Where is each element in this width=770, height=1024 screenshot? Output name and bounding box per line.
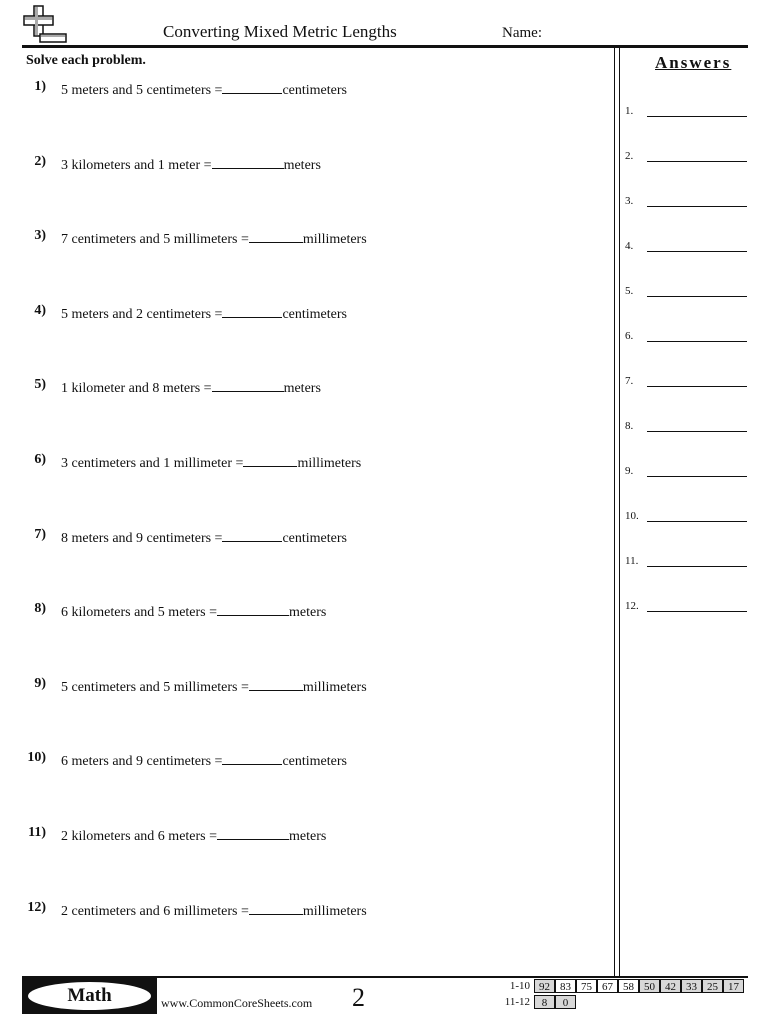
unit-label: centimeters bbox=[282, 754, 347, 770]
problem-number: 6) bbox=[34, 452, 46, 467]
math-badge bbox=[22, 978, 157, 1014]
unit-label: centimeters bbox=[282, 83, 347, 98]
answer-row bbox=[625, 328, 750, 348]
problem-number: 11) bbox=[28, 825, 46, 840]
problem-number: 4) bbox=[34, 302, 46, 318]
problem-prompt: 3 kilometers and 1 meter = bbox=[61, 157, 212, 173]
answer-number: 3. bbox=[625, 195, 634, 207]
score-cell: 50 bbox=[639, 979, 660, 993]
score-cell: 92 bbox=[534, 979, 555, 993]
answer-row bbox=[625, 598, 750, 618]
answer-blank[interactable] bbox=[249, 676, 303, 691]
problem-prompt: 2 kilometers and 6 meters = bbox=[61, 829, 218, 844]
answer-row bbox=[625, 508, 750, 528]
score-cell: 17 bbox=[723, 979, 744, 993]
header-divider bbox=[22, 45, 748, 48]
answer-line[interactable] bbox=[647, 566, 747, 567]
score-row-label: 1-10 bbox=[509, 980, 530, 992]
website-text: www.CommonCoreSheets.com bbox=[161, 996, 313, 1010]
answer-blank[interactable] bbox=[217, 825, 289, 840]
answer-number: 8. bbox=[625, 420, 634, 432]
answer-number: 6. bbox=[625, 330, 634, 342]
problem-prompt: 2 centimeters and 6 millimeters = bbox=[61, 903, 249, 919]
answers-heading: Answers bbox=[655, 53, 732, 72]
answer-line[interactable] bbox=[647, 161, 747, 162]
score-cell: 0 bbox=[555, 995, 576, 1009]
answer-number: 7. bbox=[625, 375, 634, 387]
math-badge-label: Math bbox=[28, 982, 151, 1010]
problem-prompt: 6 kilometers and 5 meters = bbox=[61, 605, 218, 621]
answer-number: 11. bbox=[625, 555, 639, 567]
problem-item bbox=[0, 601, 610, 625]
unit-label: meters bbox=[283, 381, 321, 397]
score-row-label: 11-12 bbox=[504, 996, 530, 1008]
instructions: Solve each problem. bbox=[26, 53, 146, 68]
answer-number: 12. bbox=[625, 600, 639, 612]
problem-item bbox=[0, 79, 610, 103]
unit-label: millimeters bbox=[302, 679, 367, 695]
answer-number: 4. bbox=[625, 240, 634, 252]
problem-number: 5) bbox=[34, 377, 46, 393]
answer-blank[interactable] bbox=[222, 303, 282, 318]
problem-text bbox=[61, 228, 367, 248]
unit-label: meters bbox=[289, 829, 327, 844]
problem-number: 12) bbox=[27, 899, 46, 915]
answer-blank[interactable] bbox=[212, 154, 284, 169]
problem-text bbox=[61, 303, 347, 323]
problem-number: 9) bbox=[34, 675, 46, 691]
answer-line[interactable] bbox=[647, 251, 747, 252]
problem-number: 1) bbox=[34, 79, 46, 94]
answer-line[interactable] bbox=[647, 296, 747, 297]
score-cell: 58 bbox=[618, 979, 639, 993]
answer-line[interactable] bbox=[647, 386, 747, 387]
answer-blank[interactable] bbox=[222, 750, 282, 765]
answer-number: 2. bbox=[625, 150, 634, 162]
unit-label: meters bbox=[283, 157, 321, 173]
answer-blank[interactable] bbox=[243, 452, 297, 467]
unit-label: centimeters bbox=[282, 306, 347, 322]
problem-prompt: 5 meters and 5 centimeters = bbox=[61, 83, 223, 98]
answer-blank[interactable] bbox=[222, 527, 282, 542]
answer-blank[interactable] bbox=[249, 228, 303, 243]
score-cell: 75 bbox=[576, 979, 597, 993]
answer-line[interactable] bbox=[647, 116, 747, 117]
problem-text bbox=[61, 750, 347, 770]
problem-item bbox=[0, 377, 610, 401]
answer-column-divider bbox=[614, 48, 615, 976]
problem-item bbox=[0, 825, 610, 849]
answer-line[interactable] bbox=[647, 341, 747, 342]
problem-prompt: 7 centimeters and 5 millimeters = bbox=[61, 232, 249, 248]
problem-prompt: 3 centimeters and 1 millimeter = bbox=[61, 456, 244, 471]
answer-line[interactable] bbox=[647, 431, 747, 432]
problem-text bbox=[61, 527, 347, 547]
answer-row bbox=[625, 553, 750, 573]
problem-text bbox=[61, 452, 361, 472]
answer-number: 1. bbox=[625, 105, 634, 117]
answer-row bbox=[625, 193, 750, 213]
answer-row bbox=[625, 238, 750, 258]
answer-blank[interactable] bbox=[212, 377, 284, 392]
problem-text bbox=[61, 676, 367, 696]
answer-number: 9. bbox=[625, 465, 634, 477]
problem-item bbox=[0, 676, 610, 700]
unit-label: millimeters bbox=[302, 232, 367, 248]
problem-item bbox=[0, 154, 610, 178]
problem-text bbox=[61, 377, 321, 397]
answer-column-divider bbox=[619, 48, 620, 976]
problem-number: 10) bbox=[27, 750, 46, 766]
answer-line[interactable] bbox=[647, 206, 747, 207]
answer-number: 10. bbox=[625, 510, 639, 522]
problem-text bbox=[61, 900, 367, 920]
problem-text bbox=[61, 601, 326, 621]
problem-number: 8) bbox=[34, 601, 46, 617]
unit-label: meters bbox=[289, 605, 327, 621]
problem-text bbox=[61, 825, 326, 845]
score-cell: 83 bbox=[555, 979, 576, 993]
answer-number: 5. bbox=[625, 285, 634, 297]
problem-prompt: 6 meters and 9 centimeters = bbox=[61, 754, 223, 770]
page-title: Converting Mixed Metric Lengths bbox=[163, 22, 397, 41]
unit-label: millimeters bbox=[297, 456, 362, 471]
problem-item bbox=[0, 452, 610, 476]
answer-blank[interactable] bbox=[222, 79, 282, 94]
answer-row bbox=[625, 283, 750, 303]
problem-item bbox=[0, 900, 610, 924]
problem-prompt: 8 meters and 9 centimeters = bbox=[61, 530, 223, 546]
unit-label: millimeters bbox=[302, 903, 367, 919]
problem-text bbox=[61, 154, 321, 174]
problem-number: 2) bbox=[34, 153, 46, 169]
unit-label: centimeters bbox=[282, 530, 347, 546]
answer-row bbox=[625, 463, 750, 483]
score-cell: 25 bbox=[702, 979, 723, 993]
problem-item bbox=[0, 750, 610, 774]
problem-text bbox=[61, 79, 347, 99]
problem-number: 3) bbox=[34, 228, 46, 244]
answer-line[interactable] bbox=[647, 476, 747, 477]
answer-row bbox=[625, 103, 750, 123]
problem-number: 7) bbox=[34, 526, 46, 542]
problem-item bbox=[0, 228, 610, 252]
answer-blank[interactable] bbox=[217, 601, 289, 616]
answer-row bbox=[625, 373, 750, 393]
answer-blank[interactable] bbox=[249, 900, 303, 915]
problem-prompt: 5 meters and 2 centimeters = bbox=[61, 306, 223, 322]
name-label: Name: bbox=[502, 25, 542, 41]
plus-minus-logo-icon bbox=[22, 4, 68, 48]
score-cell: 67 bbox=[597, 979, 618, 993]
answer-line[interactable] bbox=[647, 521, 747, 522]
page-number: 2 bbox=[352, 983, 365, 1012]
score-cell: 42 bbox=[660, 979, 681, 993]
score-cell: 8 bbox=[534, 995, 555, 1009]
answer-row bbox=[625, 418, 750, 438]
problem-prompt: 5 centimeters and 5 millimeters = bbox=[61, 679, 249, 695]
answer-line[interactable] bbox=[647, 611, 747, 612]
problem-prompt: 1 kilometer and 8 meters = bbox=[61, 381, 212, 397]
problem-item bbox=[0, 303, 610, 327]
answer-row bbox=[625, 148, 750, 168]
score-cell: 33 bbox=[681, 979, 702, 993]
problem-item bbox=[0, 527, 610, 551]
